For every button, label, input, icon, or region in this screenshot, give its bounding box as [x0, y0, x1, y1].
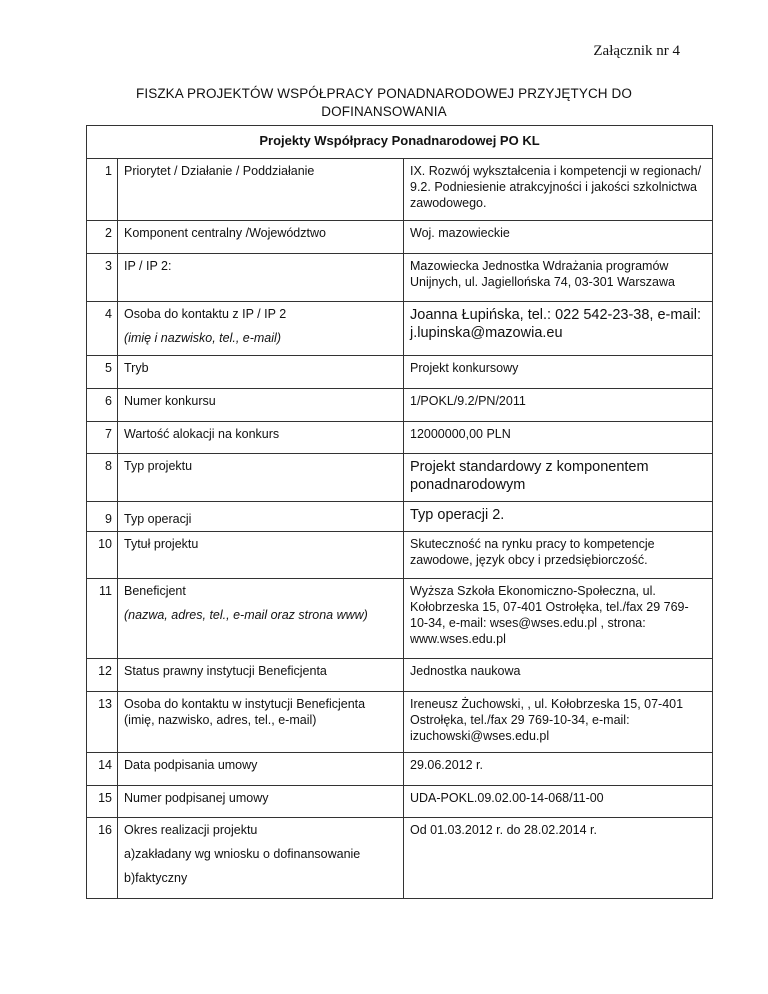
row-label: Osoba do kontaktu z IP / IP 2 — [124, 307, 287, 321]
row-number: 11 — [87, 579, 118, 659]
table-row — [87, 221, 713, 254]
row-number: 13 — [87, 692, 118, 753]
table-row — [87, 502, 713, 532]
row-label: Okres realizacji projektu — [124, 823, 258, 837]
row-sublabel-a: a)zakładany wg wniosku o dofinansowanie — [124, 847, 361, 861]
row-number: 12 — [87, 659, 118, 692]
row-number: 15 — [87, 786, 118, 818]
project-sheet-table — [86, 125, 713, 899]
row-number: 4 — [87, 302, 118, 356]
row-value: IX. Rozwój wykształcenia i kompetencji w regionach/ 9.2. Podniesienie atrakcyjności i jakości szkolnictwa zawodowego. — [404, 159, 713, 221]
row-number: 6 — [87, 389, 118, 422]
row-value: Mazowiecka Jednostka Wdrażania programów Unijnych, ul. Jagiellońska 74, 03-301 Warszawa — [404, 254, 713, 302]
row-number: 3 — [87, 254, 118, 302]
annex-label: Załącznik nr 4 — [593, 43, 680, 59]
row-value: Jednostka naukowa — [404, 659, 713, 692]
title-line-1: FISZKA PROJEKTÓW WSPÓŁPRACY PONADNARODOWEJ PRZYJĘTYCH DO — [136, 86, 632, 101]
row-label: Tytuł projektu — [118, 532, 404, 579]
row-number: 9 — [87, 502, 118, 532]
row-label: Typ operacji — [118, 502, 404, 532]
row-value: 1/POKL/9.2/PN/2011 — [404, 389, 713, 422]
table-row — [87, 786, 713, 818]
row-label: Osoba do kontaktu w instytucji Beneficjenta (imię, nazwisko, adres, tel., e-mail) — [118, 692, 404, 753]
row-value: Projekt standardowy z komponentem ponadnarodowym — [404, 454, 713, 502]
table-row — [87, 356, 713, 389]
table-row — [87, 818, 713, 899]
row-value: Skuteczność na rynku pracy to kompetencje zawodowe, język obcy i przedsiębiorczość. — [404, 532, 713, 579]
row-number: 7 — [87, 422, 118, 454]
row-label-cell — [118, 579, 404, 659]
row-value: Typ operacji 2. — [404, 502, 713, 532]
row-label: Tryb — [118, 356, 404, 389]
table-row — [87, 659, 713, 692]
row-label: IP / IP 2: — [118, 254, 404, 302]
title-line-2: DOFINANSOWANIA — [321, 104, 447, 119]
row-value: Woj. mazowieckie — [404, 221, 713, 254]
row-value: Joanna Łupińska, tel.: 022 542-23-38, e-mail: j.lupinska@mazowia.eu — [404, 302, 713, 356]
row-value: 29.06.2012 r. — [404, 753, 713, 786]
document-title — [0, 85, 768, 121]
row-label: Komponent centralny /Województwo — [118, 221, 404, 254]
table-row — [87, 454, 713, 502]
row-label-cell — [118, 302, 404, 356]
row-label: Status prawny instytucji Beneficjenta — [118, 659, 404, 692]
row-number: 8 — [87, 454, 118, 502]
row-number: 2 — [87, 221, 118, 254]
table-row — [87, 692, 713, 753]
table-row — [87, 389, 713, 422]
table-row — [87, 532, 713, 579]
row-number: 10 — [87, 532, 118, 579]
row-value: UDA-POKL.09.02.00-14-068/11-00 — [404, 786, 713, 818]
table-row — [87, 159, 713, 221]
row-number: 14 — [87, 753, 118, 786]
row-label: Data podpisania umowy — [118, 753, 404, 786]
table-row — [87, 579, 713, 659]
row-label: Beneficjent — [124, 584, 186, 598]
row-number: 16 — [87, 818, 118, 899]
row-value: Projekt konkursowy — [404, 356, 713, 389]
row-sublabel-b: b)faktyczny — [124, 871, 188, 885]
row-number: 5 — [87, 356, 118, 389]
row-label: Numer konkursu — [118, 389, 404, 422]
row-value: Od 01.03.2012 r. do 28.02.2014 r. — [404, 818, 713, 899]
table-row — [87, 422, 713, 454]
table-row — [87, 302, 713, 356]
row-value: 12000000,00 PLN — [404, 422, 713, 454]
row-sublabel: (nazwa, adres, tel., e-mail oraz strona www) — [124, 608, 368, 622]
row-value: Ireneusz Żuchowski, , ul. Kołobrzeska 15, 07-401 Ostrołęka, tel./fax 29 769-10-34, e-mail: izuchowski@wses.edu.pl — [404, 692, 713, 753]
table-row — [87, 254, 713, 302]
row-label: Priorytet / Działanie / Poddziałanie — [118, 159, 404, 221]
row-value: Wyższa Szkoła Ekonomiczno-Społeczna, ul. Kołobrzeska 15, 07-401 Ostrołęka, tel./fax 29 769-10-34, e-mail: wses@wses.edu.pl , strona: www.wses.edu.pl — [404, 579, 713, 659]
row-number: 1 — [87, 159, 118, 221]
table-header-row — [87, 126, 713, 159]
row-label: Wartość alokacji na konkurs — [118, 422, 404, 454]
row-label: Typ projektu — [118, 454, 404, 502]
row-sublabel: (imię i nazwisko, tel., e-mail) — [124, 331, 281, 345]
row-label-cell — [118, 818, 404, 899]
row-label: Numer podpisanej umowy — [118, 786, 404, 818]
table-row — [87, 753, 713, 786]
table-header: Projekty Współpracy Ponadnarodowej PO KL — [87, 126, 713, 159]
